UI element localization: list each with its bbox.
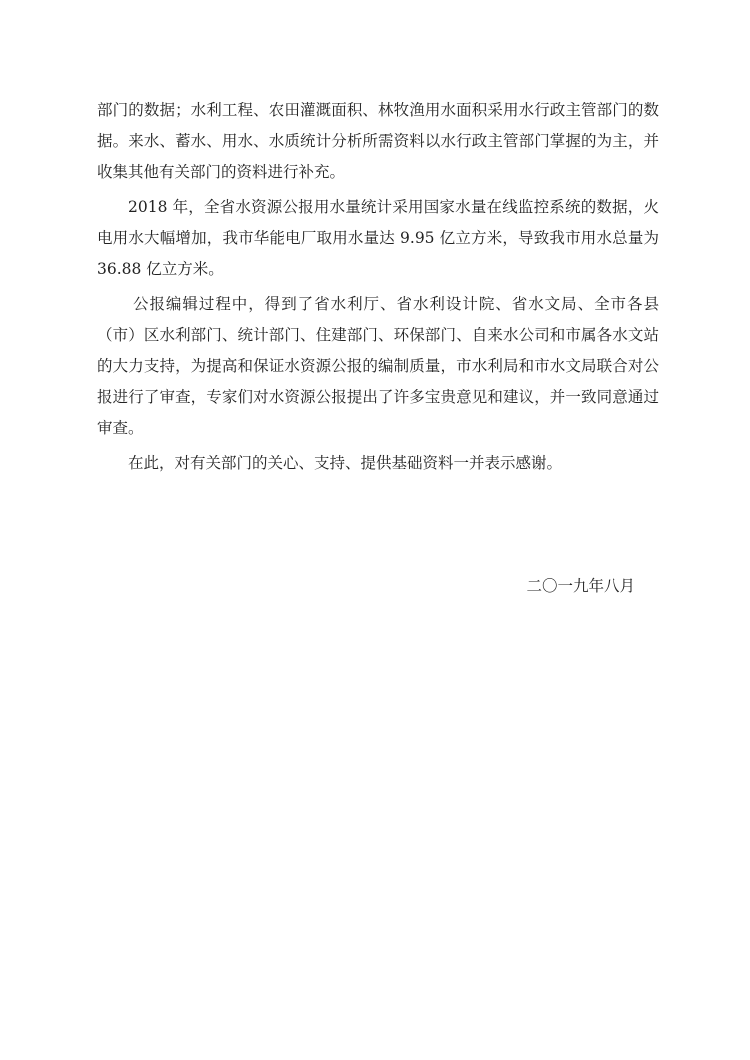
paragraph-continuation: 部门的数据；水利工程、农田灌溉面积、林牧渔用水面积采用水行政主管部门的数据。来水、蓄水、用水、水质统计分析所需资料以水行政主管部门掌握的为主，并收集其他有关部门的资料进行补充。 — [97, 101, 659, 181]
paragraph-acknowledgement-support: 公报编辑过程中，得到了省水利厅、省水利设计院、省水文局、全市各县（市）区水利部门、统计部门、住建部门、环保部门、自来水公司和市属各水文站的大力支持，为提高和保证水资源公报的编制质量，市水利局和市水文局联合对公报进行了审查，专家们对水资源公报提出了许多宝贵意见和建议，并一致同意通过审查。 — [97, 295, 659, 437]
paragraph-water-usage-statistics: 2018 年，全省水资源公报用水量统计采用国家水量在线监控系统的数据，火电用水大幅增加，我市华能电厂取用水量达 9.95 亿立方米，导致我市用水总量为 36.88 亿立方米。 — [97, 198, 659, 278]
document-body — [97, 95, 659, 483]
document-date: 二〇一九年八月 — [526, 577, 635, 595]
paragraph-thanks: 在此，对有关部门的关心、支持、提供基础资料一并表示感谢。 — [128, 454, 563, 472]
